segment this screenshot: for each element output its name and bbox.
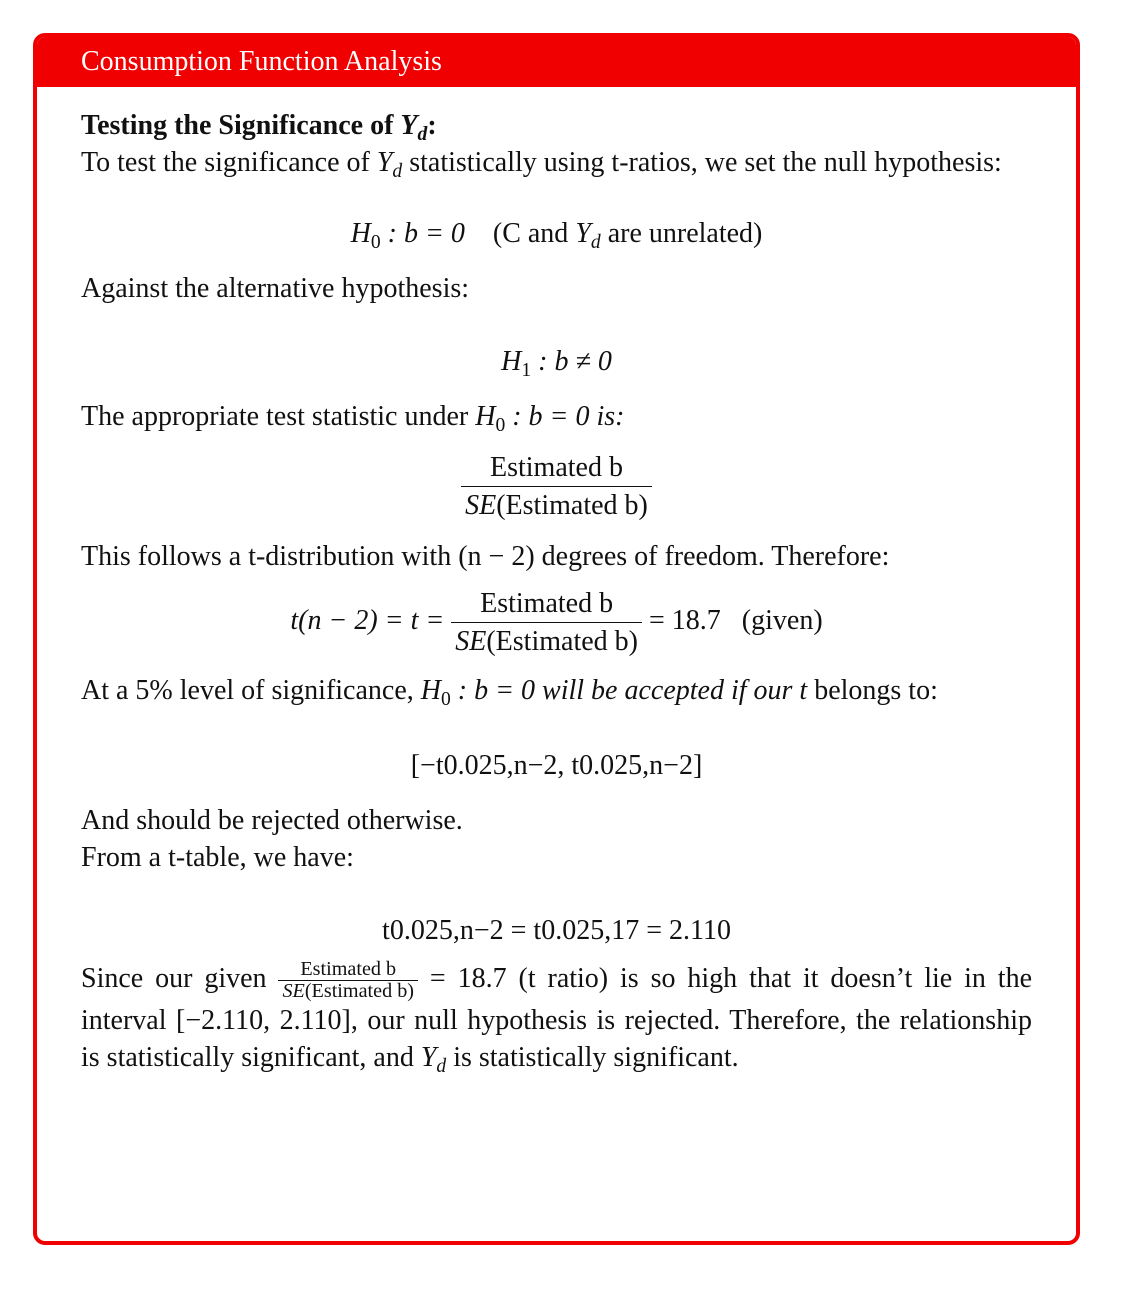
den-se: SE (465, 490, 497, 521)
h1-sub: 1 (521, 359, 532, 381)
inline-den-text: (Estimated b) (304, 980, 414, 1003)
heading-var: Y (400, 110, 418, 141)
acceptance-interval: [−t0.025,n−2, t0.025,n−2] (410, 750, 703, 781)
t-note: (given) (741, 604, 823, 636)
t-lhs: t(n − 2) = t = (290, 604, 445, 636)
conclusion-pre: Since our given (81, 963, 267, 995)
test-statistic-text: The appropriate test statistic under $H_0$ : b = 0 is: (81, 401, 625, 436)
fraction-numerator: Estimated b (461, 449, 652, 487)
box-content (81, 107, 1032, 1076)
stat-mid: : b = 0 is: (512, 401, 625, 432)
den-text: (Estimated b) (496, 490, 648, 521)
heading-text: Testing the Significance of (81, 110, 394, 141)
h0-note-post: are unrelated) (607, 218, 763, 249)
h0-note-pre: (C and (492, 218, 569, 249)
alt-hypothesis-equation (81, 343, 1032, 380)
heading-sub: d (417, 123, 428, 145)
h0-body: : b = 0 (387, 218, 465, 249)
fraction-denominator (461, 487, 652, 524)
t-fraction-numerator: Estimated b (451, 585, 642, 623)
acceptance-text: At a 5% level of significance, $H_0$ : b = 0 will be accepted if our t belongs to: (81, 675, 938, 710)
t-den-se: SE (455, 626, 487, 657)
test-statistic-fraction (81, 449, 1032, 524)
analysis-box (33, 33, 1080, 1245)
conclusion-end: is statistically significant. (453, 1042, 739, 1074)
accept-t: t (799, 675, 808, 706)
rejection-text: And should be rejected otherwise. (81, 805, 463, 836)
accept-mid: : b = 0 will be accepted if our (457, 675, 793, 706)
conclusion-post: = 18.7 (t ratio) is so high that it doesn’t lie in the interval [−2.110, 2.110], our null hypothesis is rejected. Therefore, the relationship is statistically significant, and (81, 963, 1033, 1074)
t-rhs: = 18.7 (648, 604, 721, 636)
null-hypothesis-equation: $H_0$ : b = 0 (C and $Y_d$ are unrelated) (350, 218, 763, 253)
t-den-text: (Estimated b) (486, 626, 638, 657)
t-fraction-denominator (451, 623, 642, 660)
t-distribution-text: This follows a t-distribution with (n − 2) degrees of freedom. Therefore: (81, 541, 890, 572)
section-heading: Testing the Significance of $Y_d$: (81, 110, 437, 145)
t-table-equation: t0.025,n−2 = t0.025,17 = 2.110 (382, 915, 731, 946)
inline-den-se: SE (282, 980, 305, 1003)
t-ratio-equation (81, 585, 1032, 660)
accept-pre: At a 5% level of significance, (81, 675, 414, 706)
box-title: Consumption Function Analysis (37, 37, 1076, 87)
accept-post: belongs to: (814, 675, 938, 706)
h0-label: H (350, 218, 371, 249)
t-table-text: From a t-table, we have: (81, 842, 354, 873)
intro-pre: To test the significance of (81, 147, 370, 178)
inline-fraction-numerator: Estimated b (278, 959, 418, 981)
inline-fraction-denominator (278, 981, 418, 1002)
h0-sub: 0 (370, 231, 381, 253)
h1-label: H (501, 346, 522, 377)
stat-pre: The appropriate test statistic under (81, 401, 469, 432)
conclusion-paragraph: Since our given $\frac{\text{Estimated b}}{\text{SE(Estimated b)}}$ = 18.7 (t ratio) is so high that it doesn’t lie in the interval [−2.110, 2.110], our null hypothesis is rejected. Therefore, the relationship is statistically significant, and $Y_d$ is statistically significant. (81, 958, 1033, 1078)
intro-post: statistically using t-ratios, we set the null hypothesis: (409, 147, 1002, 178)
alternative-text: Against the alternative hypothesis: (81, 273, 470, 304)
h1-body: : b ≠ 0 (538, 346, 612, 377)
intro-paragraph: To test the significance of $Y_d$ statistically using t-ratios, we set the null hypothesis: (81, 147, 1002, 182)
